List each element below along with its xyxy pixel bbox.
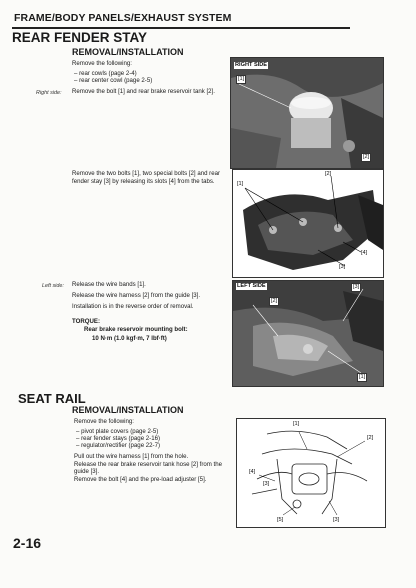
remove-item: – rear center cowl (page 2-5) [74,77,153,84]
step-text: Remove the two bolts [1], two special bolts [2] and rear [72,170,221,177]
callout-label: [1] [238,76,245,82]
callout-label: [2] [367,435,374,441]
photo-illustration [233,281,383,386]
callout-label: [1] [359,374,366,380]
step-text: Release the wire harness [2] from the guide [3]. [72,292,201,299]
callout-label: [1] [237,181,244,187]
step-text: Remove the bolt [1] and rear brake reservoir tank [2]. [72,88,215,95]
callout-label: [4] [361,250,368,256]
right-side-note: Right side: [36,90,62,96]
remove-item: – pivot plate covers (page 2-5) [76,428,159,435]
page-number: 2-16 [13,535,42,551]
step-text: Release the rear brake reservoir tank hose [2] from the [74,461,223,468]
step-text: Release the wire bands [1]. [72,281,146,288]
callout-label: [4] [249,469,256,475]
callout-label: [2] [363,154,370,160]
figure-side-label: LEFT SIDE [237,283,266,289]
header-rule [12,27,350,29]
step-text: Remove the bolt [4] and the pre-load adjuster [5]. [74,476,207,483]
callout-label: [5] [277,517,284,523]
rear-fender-stay-subtitle: REMOVAL/INSTALLATION [72,47,184,57]
step-text: Installation is in the reverse order of removal. [72,303,194,310]
figure-left-side-photo [232,280,384,387]
section-header: FRAME/BODY PANELS/EXHAUST SYSTEM [14,12,232,24]
left-side-note: Left side: [42,283,64,289]
seat-rail-subtitle: REMOVAL/INSTALLATION [72,405,184,415]
figure-seat-rail-diagram [236,418,386,528]
remove-intro: Remove the following: [74,418,134,425]
photo-illustration [233,170,383,277]
figure-fender-stay-photo [232,169,384,278]
callout-label: [3] [339,264,346,270]
figure-side-label: RIGHT SIDE [235,62,268,68]
step-text: Pull out the wire harness [1] from the hole. [74,453,189,460]
torque-title: TORQUE: [72,318,100,325]
figure-right-side-photo [230,57,384,169]
remove-intro: Remove the following: [72,60,132,67]
callout-label: [3] [263,481,270,487]
rear-fender-stay-title: REAR FENDER STAY [12,30,148,45]
remove-item: – rear cowls (page 2-4) [74,70,137,77]
remove-item: – rear fender stays (page 2-16) [76,435,161,442]
step-text: fender stay [3] by releasing its slots [4] from the tabs. [72,178,215,185]
seat-rail-title: SEAT RAIL [18,391,86,406]
callout-label: [2] [271,298,278,304]
remove-item: – regulator/rectifier (page 22-7) [76,442,161,449]
step-text: guide [3]. [74,468,100,475]
torque-item: Rear brake reservoir mounting bolt: [84,326,188,333]
torque-value: 10 N·m (1.0 kgf·m, 7 lbf·ft) [92,335,167,342]
photo-illustration [231,58,383,168]
callout-label: [3] [333,517,340,523]
callout-label: [2] [325,171,332,177]
callout-label: [1] [293,421,300,427]
callout-label: [3] [353,284,360,290]
diagram-illustration [237,419,385,527]
